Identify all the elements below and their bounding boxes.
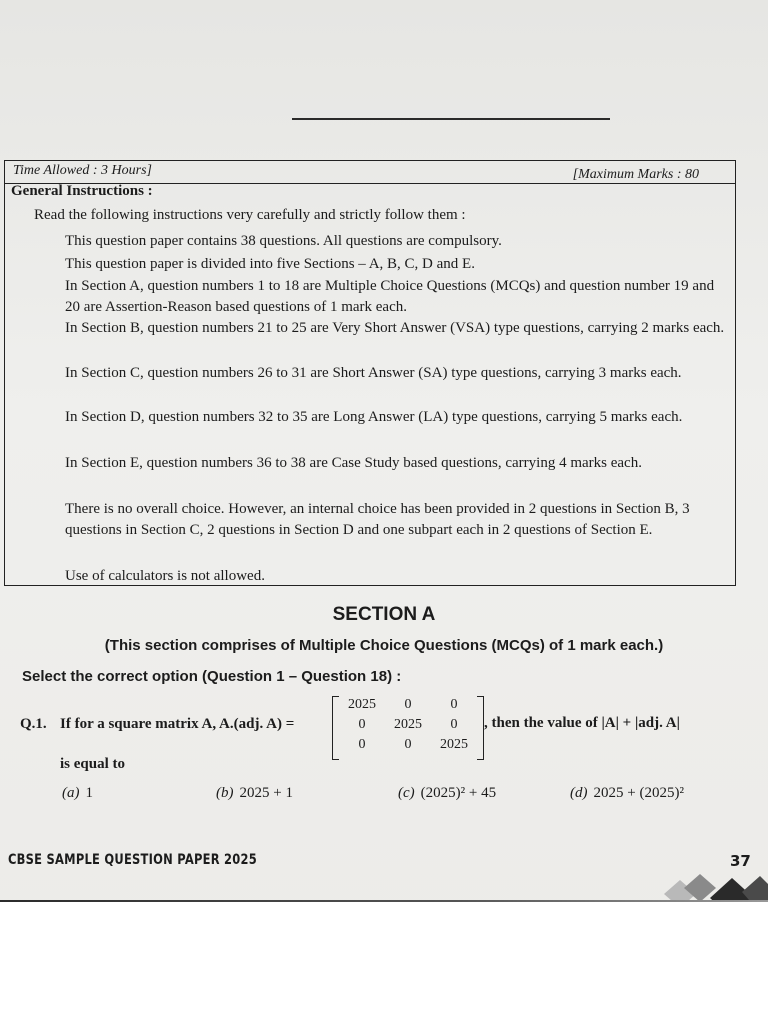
matrix-left-bracket xyxy=(332,696,339,760)
question-text-tail: is equal to xyxy=(60,756,126,772)
time-allowed: Time Allowed : 3 Hours] xyxy=(13,163,152,178)
instruction-text: Use of calculators is not allowed. xyxy=(65,568,265,584)
question-text-end: , then the value of |A| + |adj. A| xyxy=(484,715,680,731)
matrix-right-bracket xyxy=(477,696,484,760)
matrix-cell: 0 xyxy=(404,737,412,752)
page-number: 37 xyxy=(730,852,751,870)
footer-title: CBSE SAMPLE QUESTION PAPER 2025 xyxy=(8,852,257,868)
section-title: SECTION A xyxy=(332,604,436,625)
matrix-cell: 2025 xyxy=(440,737,468,752)
matrix-cell: 0 xyxy=(450,697,458,712)
option-label: (a) xyxy=(62,785,80,801)
matrix xyxy=(332,696,484,758)
option-d xyxy=(570,785,684,802)
option-value: 2025 + 1 xyxy=(239,785,293,801)
maximum-marks: [Maximum Marks : 80 xyxy=(572,167,699,182)
matrix-cell: 2025 xyxy=(394,717,422,732)
option-value: 2025 + (2025)² xyxy=(593,785,684,801)
question-1 xyxy=(20,696,760,796)
option-label: (b) xyxy=(216,785,234,801)
question-number: Q.1. xyxy=(20,716,47,732)
option-a xyxy=(62,785,93,802)
top-rule-divider xyxy=(292,118,610,120)
instruction-text: In Section D, question numbers 32 to 35 are Long Answer (LA) type questions, carrying 5 marks each. xyxy=(65,409,683,425)
question-text-start: If for a square matrix A, A.(adj. A) = xyxy=(60,716,295,732)
matrix-cell: 0 xyxy=(450,717,458,732)
section-subtitle: (This section comprises of Multiple Choice Questions (MCQs) of 1 mark each.) xyxy=(104,637,664,654)
matrix-cell: 0 xyxy=(404,697,412,712)
instruction-text: This question paper is divided into five Sections – A, B, C, D and E. xyxy=(65,256,475,272)
instruction-text: In Section C, question numbers 26 to 31 are Short Answer (SA) type questions, carrying 3 marks each. xyxy=(65,365,682,381)
instruction-text: In Section E, question numbers 36 to 38 are Case Study based questions, carrying 4 marks each. xyxy=(65,455,642,471)
matrix-cell: 0 xyxy=(358,717,366,732)
option-b xyxy=(216,785,293,802)
option-value: (2025)² + 45 xyxy=(420,785,497,801)
instructions-title: General Instructions : xyxy=(11,183,153,199)
instruction-text: In Section A, question numbers 1 to 18 are Multiple Choice Questions (MCQs) and question number 19 and 20 are Assertion-Reason based questions of 1 mark each. xyxy=(65,278,715,315)
select-instruction: Select the correct option (Question 1 – Question 18) : xyxy=(22,668,402,685)
option-c xyxy=(398,785,496,802)
option-value: 1 xyxy=(85,785,93,801)
general-instructions-box xyxy=(4,160,736,586)
matrix-cell: 2025 xyxy=(348,697,376,712)
option-label: (d) xyxy=(570,785,588,801)
header-row xyxy=(5,161,735,184)
matrix-cell: 0 xyxy=(358,737,366,752)
instruction-text: This question paper contains 38 questions. All questions are compulsory. xyxy=(65,233,502,249)
instruction-text: In Section B, question numbers 21 to 25 are Very Short Answer (VSA) type questions, carrying 2 marks each. xyxy=(65,320,725,336)
option-label: (c) xyxy=(398,785,415,801)
instruction-text: There is no overall choice. However, an internal choice has been provided in 2 questions in Section B, 3 questions in Section C, 2 questions in Section D and one subpart each in 2 questions of Section E. xyxy=(65,501,690,538)
instructions-intro: Read the following instructions very carefully and strictly follow them : xyxy=(34,207,466,223)
background-area xyxy=(0,902,768,1024)
